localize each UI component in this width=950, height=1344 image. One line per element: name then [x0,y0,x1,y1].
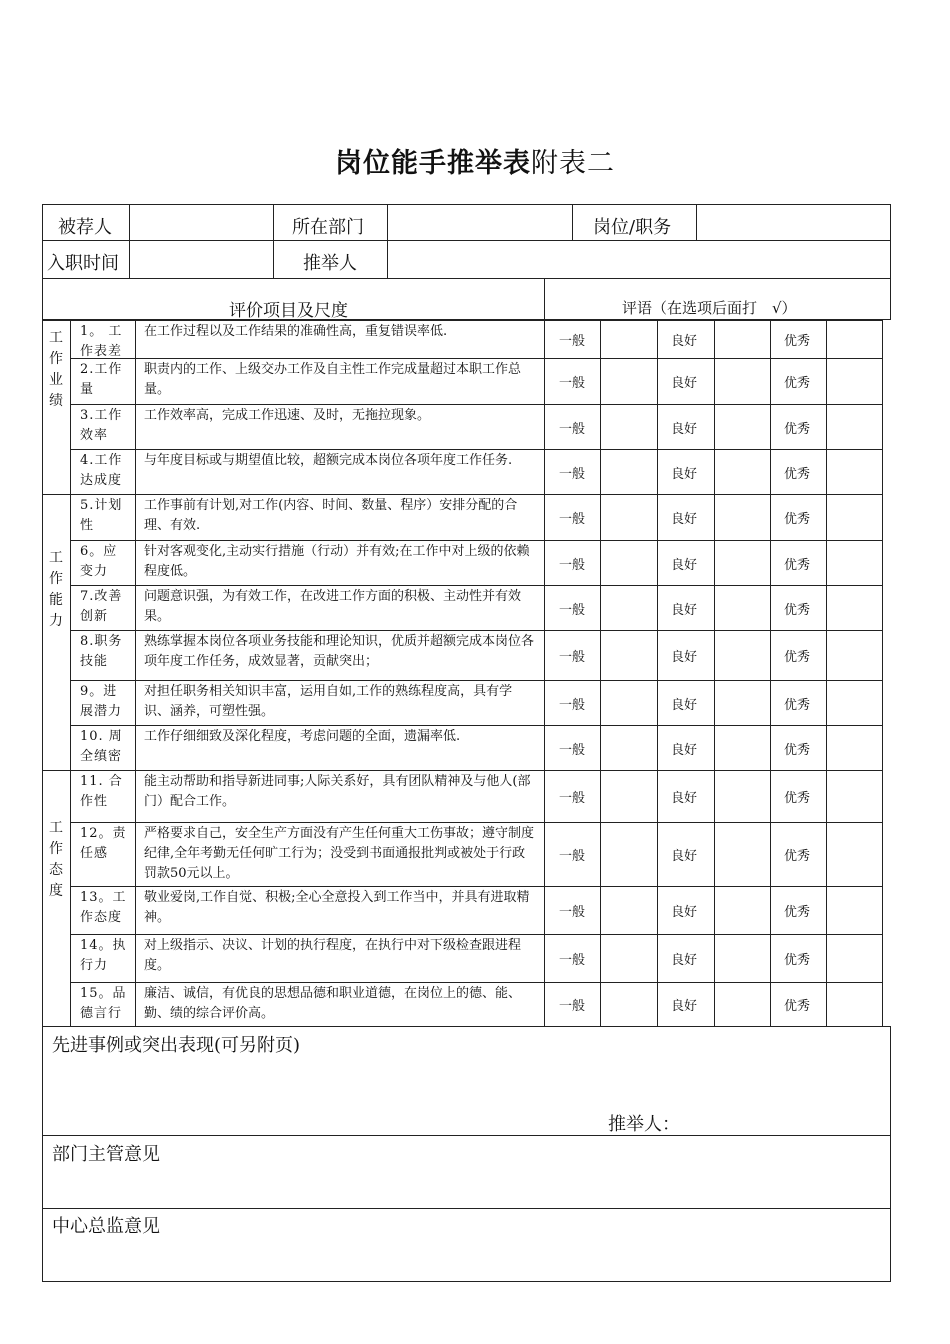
grade-checkbox-excellent[interactable] [827,983,881,1025]
grade-label: 良好 [671,999,698,1014]
item-name: 8.职务技能 [80,634,123,669]
grade-checkbox-good[interactable] [715,495,769,539]
grade-label: 良好 [671,602,698,618]
item-name: 3.工作效率 [80,408,123,443]
item-description: 敬业爱岗,工作自觉、积极;全心全意投入到工作当中，并具有进取精神。 [144,890,530,925]
grade-label: 优秀 [784,466,811,482]
grade-label: 优秀 [784,421,811,437]
item-description: 针对客观变化,主动实行措施（行动）并有效;在工作中对上级的依赖程度低。 [144,544,530,579]
item-name: 2.工作量 [80,362,123,397]
grade-label: 良好 [671,421,698,437]
nominee-field[interactable] [130,205,272,239]
recommender-sign-label: 推举人： [608,1114,680,1135]
grade-label: 良好 [671,905,698,920]
grade-checkbox-excellent[interactable] [827,935,881,981]
grade-label: 一般 [559,557,586,573]
item-name: 4.工作达成度 [80,453,123,488]
grade-checkbox-good[interactable] [715,726,769,769]
grade-checkbox-excellent[interactable] [827,771,881,821]
grade-label: 良好 [671,557,698,573]
grade-label: 一般 [559,849,586,864]
grade-label: 一般 [559,953,586,968]
grade-label: 优秀 [784,697,811,713]
position-field[interactable] [697,205,889,239]
grade-label: 优秀 [784,557,811,573]
item-description: 对担任职务相关知识丰富，运用自如,工作的熟练程度高，具有学识、涵养，可塑性强。 [144,684,513,719]
grade-checkbox-excellent[interactable] [827,541,881,584]
grade-label: 优秀 [784,999,811,1014]
category-label: 工作能力 [49,550,63,629]
grade-label: 一般 [559,791,586,806]
form-title [0,146,950,182]
recommender-field[interactable] [388,241,889,277]
grade-label: 一般 [559,650,586,665]
item-description: 熟练掌握本岗位各项业务技能和理论知识，优质并超额完成本岗位各项年度工作任务，成效显著，贡献突出； [144,634,535,669]
grade-checkbox-general[interactable] [601,681,655,724]
grade-label: 良好 [671,791,698,806]
grade-label: 良好 [671,650,698,665]
grade-checkbox-general[interactable] [601,631,655,679]
position-label: 岗位/职务 [593,217,672,238]
grade-label: 一般 [559,334,586,349]
category-label: 工作业绩 [49,330,63,409]
item-description: 在工作过程以及工作结果的准确性高，重复错误率低. [144,324,448,339]
grade-label: 一般 [559,376,586,391]
grade-checkbox-excellent[interactable] [827,405,881,448]
grade-checkbox-good[interactable] [715,405,769,448]
grade-checkbox-general[interactable] [601,771,655,821]
grade-checkbox-excellent[interactable] [827,726,881,769]
grade-checkbox-general[interactable] [601,405,655,448]
item-name: 15。品德言行 [80,986,127,1021]
grade-label: 一般 [559,602,586,618]
director-opinion-label: 中心总监意见 [52,1216,160,1237]
grade-label: 优秀 [784,953,811,968]
grade-checkbox-good[interactable] [715,321,769,357]
grade-checkbox-good[interactable] [715,359,769,403]
item-description: 对上级指示、决议、计划的执行程度，在执行中对下级检查跟进程度。 [144,938,522,973]
grade-checkbox-excellent[interactable] [827,495,881,539]
item-name: 12。责任感 [80,826,127,861]
grade-label: 优秀 [784,791,811,806]
grade-checkbox-excellent[interactable] [827,823,881,885]
grade-label: 一般 [559,697,586,713]
grade-label: 良好 [671,849,698,864]
grade-label: 良好 [671,697,698,713]
grade-checkbox-general[interactable] [601,726,655,769]
grade-label: 优秀 [784,650,811,665]
grade-checkbox-general[interactable] [601,321,655,357]
item-description: 严格要求自己，安全生产方面没有产生任何重大工伤事故；遵守制度纪律,全年考勤无任何旷工行为；没受到书面通报批判或被处于行政罚款50元以上。 [144,826,535,881]
title-suffix: 附表二 [531,148,615,179]
item-description: 与年度目标或与期望值比较，超额完成本岗位各项年度工作任务. [144,453,513,468]
item-name: 10. 周全缜密 [80,729,123,764]
grade-label: 一般 [559,999,586,1014]
grade-label: 良好 [671,466,698,482]
eval-section-label: 评价项目及尺度 [229,301,348,321]
grade-checkbox-good[interactable] [715,823,769,885]
item-name: 5.计划性 [80,498,123,533]
grade-label: 良好 [671,512,698,527]
grade-label: 一般 [559,742,586,758]
recommender-label: 推举人 [303,253,357,274]
grade-label: 优秀 [784,376,811,391]
grade-label: 优秀 [784,905,811,920]
item-description: 问题意识强，为有效工作，在改进工作方面的积极、主动性并有效果。 [144,589,522,624]
item-description: 工作仔细细致及深化程度，考虑问题的全面，遗漏率低. [144,729,461,744]
item-name: 9。进展潜力 [80,684,123,719]
dept-field[interactable] [388,205,571,239]
dept-opinion-label: 部门主管意见 [52,1144,160,1165]
grade-label: 优秀 [784,512,811,527]
dept-label: 所在部门 [292,217,364,238]
grade-label: 一般 [559,512,586,527]
item-name: 14。执行力 [80,938,127,973]
grade-checkbox-general[interactable] [601,887,655,933]
grade-checkbox-good[interactable] [715,887,769,933]
achievements-label: 先进事例或突出表现(可另附页) [52,1035,301,1056]
item-description: 能主动帮助和指导新进同事;人际关系好，具有团队精神及与他人(部门）配合工作。 [144,774,531,809]
item-description: 职责内的工作、上级交办工作及自主性工作完成量超过本职工作总量。 [144,362,522,397]
grade-checkbox-excellent[interactable] [827,887,881,933]
grade-checkbox-general[interactable] [601,983,655,1025]
item-name: 13。工作态度 [80,890,127,925]
grade-label: 良好 [671,376,698,391]
grade-checkbox-good[interactable] [715,771,769,821]
grade-label: 优秀 [784,742,811,758]
category-label: 工作态度 [49,820,63,899]
dept-opinion-field[interactable] [44,1165,889,1205]
grade-label: 优秀 [784,602,811,618]
hire-date-field[interactable] [130,241,272,277]
item-name: 7.改善创新 [80,589,123,624]
grade-checkbox-good[interactable] [715,586,769,629]
grade-checkbox-good[interactable] [715,450,769,493]
grade-checkbox-good[interactable] [715,983,769,1025]
grade-checkbox-excellent[interactable] [827,586,881,629]
grade-label: 一般 [559,421,586,437]
grade-checkbox-excellent[interactable] [827,359,881,403]
comment-label: 评语（在选项后面打 √） [622,299,797,317]
achievements-field[interactable] [44,1056,889,1106]
grade-checkbox-general[interactable] [601,823,655,885]
item-name: 11. 合作性 [80,774,123,809]
item-name: 1。 工作表差 [80,324,123,358]
grade-checkbox-general[interactable] [601,495,655,539]
grade-checkbox-good[interactable] [715,681,769,724]
grade-checkbox-good[interactable] [715,935,769,981]
hire-date-label: 入职时间 [47,253,119,274]
grade-label: 优秀 [784,849,811,864]
title-main: 岗位能手推举表 [335,148,531,179]
grade-checkbox-excellent[interactable] [827,450,881,493]
director-opinion-field[interactable] [44,1238,889,1280]
item-description: 廉洁、诚信，有优良的思想品德和职业道德，在岗位上的德、能、勤、绩的综合评价高。 [144,986,522,1021]
nominee-label: 被荐人 [58,217,112,238]
grade-checkbox-general[interactable] [601,541,655,584]
grade-checkbox-general[interactable] [601,935,655,981]
grade-label: 良好 [671,742,698,758]
grade-label: 良好 [671,953,698,968]
grade-checkbox-general[interactable] [601,450,655,493]
grade-checkbox-excellent[interactable] [827,681,881,724]
grade-label: 一般 [559,905,586,920]
grade-checkbox-general[interactable] [601,586,655,629]
grade-checkbox-general[interactable] [601,359,655,403]
grade-checkbox-good[interactable] [715,541,769,584]
grade-checkbox-excellent[interactable] [827,321,881,357]
grade-label: 一般 [559,466,586,482]
item-name: 6。应变力 [80,544,118,579]
grade-checkbox-excellent[interactable] [827,631,881,679]
item-description: 工作效率高，完成工作迅速、及时，无拖拉现象。 [144,408,431,423]
item-description: 工作事前有计划,对工作(内容、时间、数量、程序）安排分配的合理、有效. [144,498,518,533]
grade-label: 优秀 [784,334,811,349]
grade-checkbox-good[interactable] [715,631,769,679]
grade-label: 良好 [671,334,698,349]
